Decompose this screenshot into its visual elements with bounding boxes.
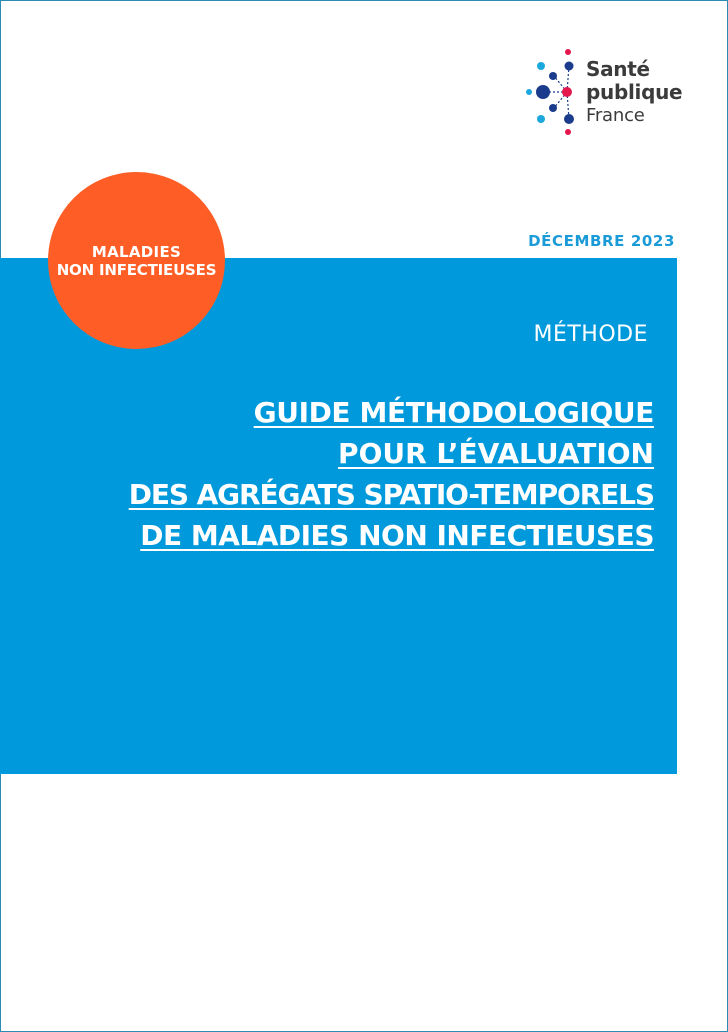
logo-line-2: publique <box>586 80 683 104</box>
title-line-2: POUR L’ÉVALUATION <box>338 437 654 470</box>
logo-line-3: France <box>586 105 645 126</box>
publication-date: DÉCEMBRE 2023 <box>528 232 675 250</box>
sante-publique-france-logo <box>524 46 694 138</box>
topic-badge-line-2: NON INFECTIEUSES <box>56 260 217 279</box>
title-line-4: DE MALADIES NON INFECTIEUSES <box>140 519 654 552</box>
title-line-3: DES AGRÉGATS SPATIO-TEMPORELS <box>128 478 654 511</box>
document-title <box>129 392 654 556</box>
logo-line-1: Santé <box>586 57 650 81</box>
topic-badge <box>48 172 225 349</box>
topic-badge-line-1: MALADIES <box>91 242 182 261</box>
document-category: MÉTHODE <box>533 322 648 347</box>
logo-wordmark <box>586 58 682 127</box>
title-line-1: GUIDE MÉTHODOLOGIQUE <box>253 396 654 429</box>
network-logo-icon <box>524 46 582 138</box>
